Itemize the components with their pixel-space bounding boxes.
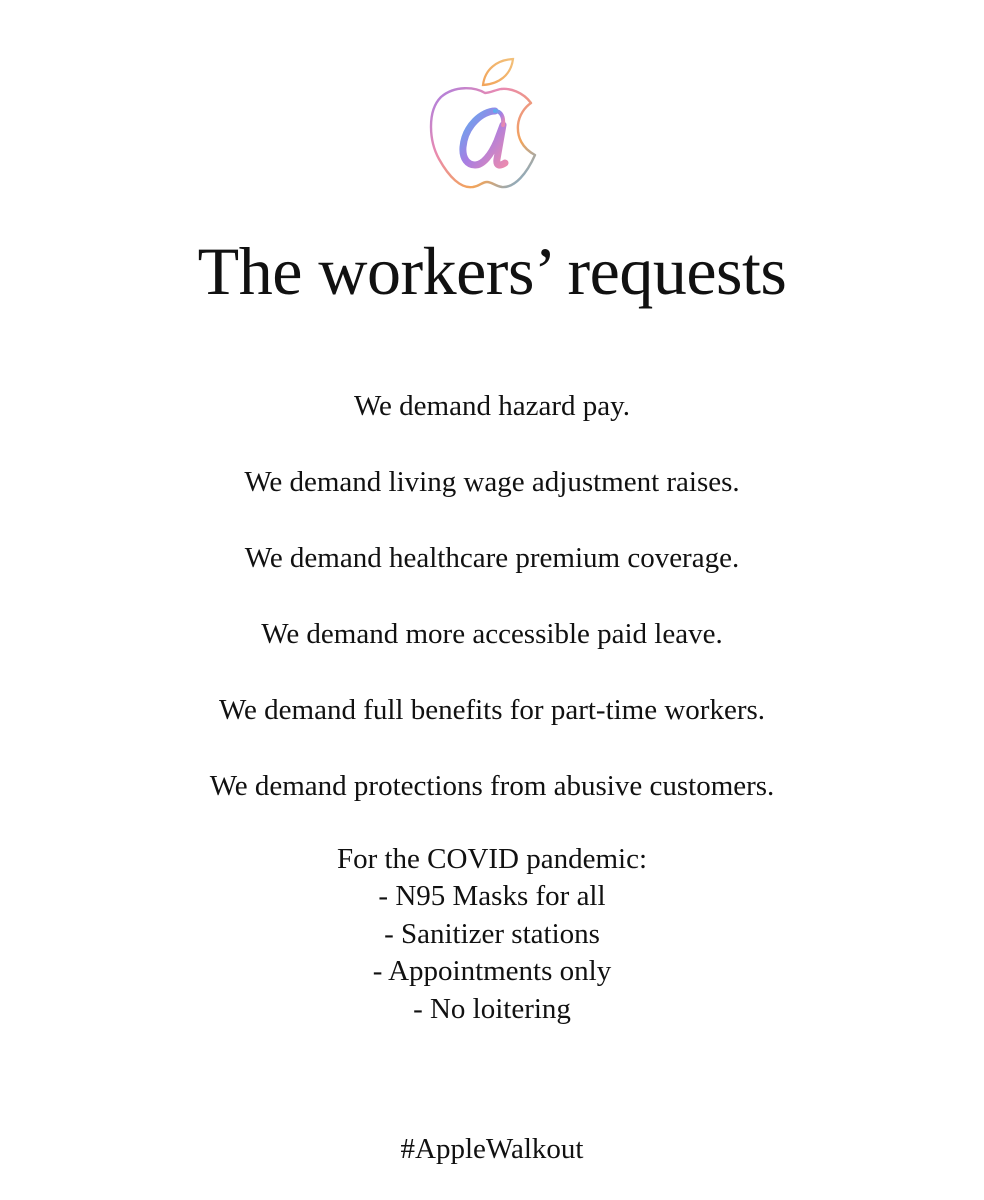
covid-item: - No loitering: [413, 992, 571, 1025]
covid-item: - N95 Masks for all: [378, 880, 606, 912]
covid-section: [0, 841, 984, 1028]
hashtag: #AppleWalkout: [400, 1133, 584, 1165]
page-title: The workers’ requests: [197, 233, 787, 309]
demand-item: We demand hazard pay.: [354, 390, 630, 422]
demands-list: [0, 387, 984, 843]
demand-item: We demand more accessible paid leave.: [261, 618, 723, 650]
demand-item: We demand healthcare premium coverage.: [244, 542, 740, 574]
demand-item: We demand protections from abusive customers.: [209, 770, 775, 802]
covid-item: - Sanitizer stations: [384, 917, 600, 950]
covid-heading: For the COVID pandemic:: [336, 843, 648, 875]
demand-item: We demand living wage adjustment raises.: [244, 466, 740, 498]
covid-list: [0, 878, 984, 1028]
covid-item: - Appointments only: [372, 955, 612, 987]
logo-letter-a: [463, 111, 505, 165]
demand-item: We demand full benefits for part-time workers.: [218, 694, 766, 726]
apple-walkout-logo-icon: [425, 55, 545, 195]
